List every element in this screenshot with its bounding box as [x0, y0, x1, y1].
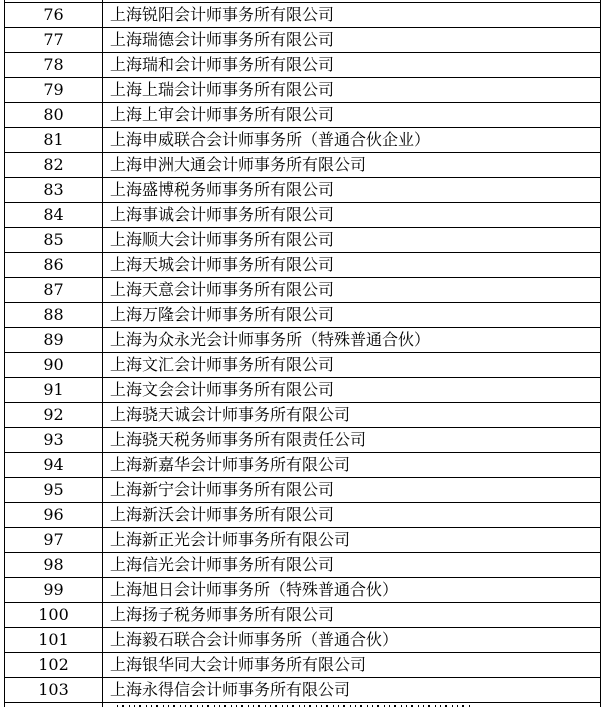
row-number-cell[interactable]: 82: [4, 153, 103, 177]
row-number-cell[interactable]: 88: [4, 303, 103, 327]
row-number-cell[interactable]: 101: [4, 628, 103, 652]
firm-name-cell[interactable]: 上海盛博税务师事务所有限公司: [103, 178, 601, 202]
row-number-cell[interactable]: 89: [4, 328, 103, 352]
row-number-cell[interactable]: 102: [4, 653, 103, 677]
row-number-cell[interactable]: 83: [4, 178, 103, 202]
partial-name-cell: [103, 0, 601, 2]
firm-name-cell[interactable]: 上海锐阳会计师事务所有限公司: [103, 3, 601, 27]
firm-name-cell[interactable]: 上海为众永光会计师事务所（特殊普通合伙）: [103, 328, 601, 352]
table-row: [4, 503, 601, 528]
table-row: [4, 603, 601, 628]
row-number-cell[interactable]: 81: [4, 128, 103, 152]
firm-name-cell[interactable]: 上海文汇会计师事务所有限公司: [103, 353, 601, 377]
table-row: [4, 328, 601, 353]
table-row: [4, 353, 601, 378]
firm-name-cell[interactable]: 上海瑞德会计师事务所有限公司: [103, 28, 601, 52]
row-number-cell[interactable]: 78: [4, 53, 103, 77]
table-row: [4, 303, 601, 328]
row-number-cell[interactable]: 100: [4, 603, 103, 627]
row-number-cell[interactable]: 93: [4, 428, 103, 452]
row-number-cell[interactable]: 77: [4, 28, 103, 52]
firm-name-cell[interactable]: 上海扬子税务师事务所有限公司: [103, 603, 601, 627]
row-number-cell[interactable]: 87: [4, 278, 103, 302]
row-number-cell[interactable]: 98: [4, 553, 103, 577]
row-number-cell[interactable]: 97: [4, 528, 103, 552]
table-row: [4, 178, 601, 203]
partial-name-cell: [103, 703, 601, 707]
table-row: [4, 28, 601, 53]
table-row: [4, 53, 601, 78]
table-row: [4, 78, 601, 103]
partial-row-bottom: [4, 703, 601, 707]
firm-name-cell[interactable]: 上海天城会计师事务所有限公司: [103, 253, 601, 277]
row-number-cell[interactable]: 86: [4, 253, 103, 277]
firm-name-cell[interactable]: 上海旭日会计师事务所（特殊普通合伙）: [103, 578, 601, 602]
table-row: [4, 653, 601, 678]
firm-name-cell[interactable]: 上海毅石联合会计师事务所（普通合伙）: [103, 628, 601, 652]
firm-table: [4, 0, 601, 707]
partial-number-cell: [4, 0, 103, 2]
table-row: [4, 428, 601, 453]
partial-number-cell: [4, 703, 103, 707]
firm-name-cell[interactable]: 上海上瑞会计师事务所有限公司: [103, 78, 601, 102]
firm-name-cell[interactable]: 上海瑞和会计师事务所有限公司: [103, 53, 601, 77]
firm-name-cell[interactable]: 上海事诚会计师事务所有限公司: [103, 203, 601, 227]
firm-name-cell[interactable]: 上海骁天税务师事务所有限责任公司: [103, 428, 601, 452]
table-row: [4, 628, 601, 653]
firm-name-cell[interactable]: 上海信光会计师事务所有限公司: [103, 553, 601, 577]
table-row: [4, 278, 601, 303]
row-number-cell[interactable]: 92: [4, 403, 103, 427]
row-number-cell[interactable]: 96: [4, 503, 103, 527]
table-row: [4, 3, 601, 28]
row-number-cell[interactable]: 103: [4, 678, 103, 702]
row-number-cell[interactable]: 95: [4, 478, 103, 502]
row-number-cell[interactable]: 84: [4, 203, 103, 227]
table-row: [4, 228, 601, 253]
row-number-cell[interactable]: 91: [4, 378, 103, 402]
table-row: [4, 578, 601, 603]
table-row: [4, 253, 601, 278]
row-number-cell[interactable]: 79: [4, 78, 103, 102]
firm-name-cell[interactable]: 上海申威联合会计师事务所（普通合伙企业）: [103, 128, 601, 152]
table-row: [4, 528, 601, 553]
firm-name-cell[interactable]: 上海新宁会计师事务所有限公司: [103, 478, 601, 502]
firm-name-cell[interactable]: 上海文会会计师事务所有限公司: [103, 378, 601, 402]
row-number-cell[interactable]: 99: [4, 578, 103, 602]
table-row: [4, 128, 601, 153]
table-row: [4, 103, 601, 128]
row-number-cell[interactable]: 80: [4, 103, 103, 127]
firm-name-cell[interactable]: 上海骁天诚会计师事务所有限公司: [103, 403, 601, 427]
row-number-cell[interactable]: 76: [4, 3, 103, 27]
firm-name-cell[interactable]: 上海申洲大通会计师事务所有限公司: [103, 153, 601, 177]
row-number-cell[interactable]: 90: [4, 353, 103, 377]
table-row: [4, 678, 601, 703]
firm-name-cell[interactable]: 上海新沃会计师事务所有限公司: [103, 503, 601, 527]
firm-name-cell[interactable]: 上海上审会计师事务所有限公司: [103, 103, 601, 127]
table-body: [4, 3, 601, 703]
row-number-cell[interactable]: 85: [4, 228, 103, 252]
table-row: [4, 153, 601, 178]
row-number-cell[interactable]: 94: [4, 453, 103, 477]
firm-name-cell[interactable]: 上海新嘉华会计师事务所有限公司: [103, 453, 601, 477]
table-row: [4, 203, 601, 228]
firm-name-cell[interactable]: 上海新正光会计师事务所有限公司: [103, 528, 601, 552]
table-row: [4, 553, 601, 578]
firm-name-cell[interactable]: 上海顺大会计师事务所有限公司: [103, 228, 601, 252]
table-row: [4, 453, 601, 478]
firm-name-cell[interactable]: 上海银华同大会计师事务所有限公司: [103, 653, 601, 677]
table-row: [4, 478, 601, 503]
firm-name-cell[interactable]: 上海万隆会计师事务所有限公司: [103, 303, 601, 327]
firm-name-cell[interactable]: 上海天意会计师事务所有限公司: [103, 278, 601, 302]
firm-name-cell[interactable]: 上海永得信会计师事务所有限公司: [103, 678, 601, 702]
table-row: [4, 403, 601, 428]
table-row: [4, 378, 601, 403]
